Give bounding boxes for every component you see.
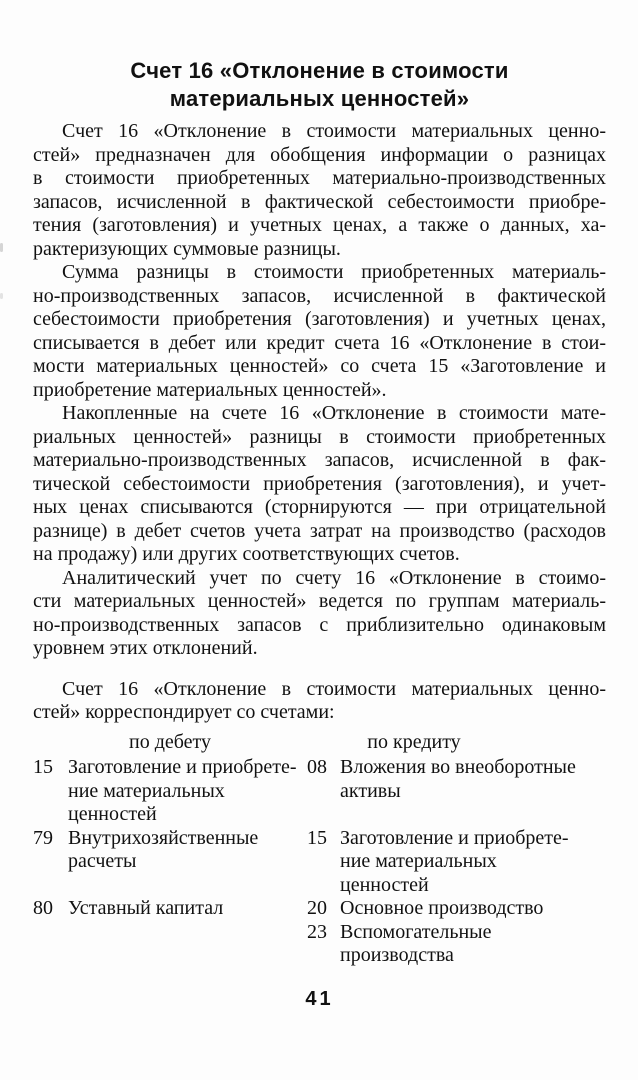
account-number: 79	[33, 826, 53, 849]
debit-column-header: по дебету	[128, 730, 212, 753]
paragraph	[33, 567, 606, 661]
text-line: ценностей	[68, 803, 157, 825]
page-title-line-2: материальных ценностей»	[169, 86, 470, 111]
credit-cell	[307, 827, 606, 898]
text-line: сти материальных ценностей» ведется по группам материаль-	[33, 590, 606, 612]
account-number: 20	[307, 897, 327, 919]
scan-speck	[0, 243, 3, 252]
text-line: производства	[340, 944, 454, 966]
body-text	[33, 120, 606, 725]
account-title	[68, 897, 307, 921]
credit-column-header: по кредиту	[367, 730, 461, 753]
account-number: 23	[307, 920, 327, 943]
page-title-line-1: Счет 16 «Отклонение в стоимости	[130, 58, 509, 83]
text-line: Счет 16 «Отклонение в стоимости материальных ценно-	[62, 120, 606, 142]
text-line: ценностей	[340, 873, 429, 896]
account-number: 08	[307, 756, 327, 778]
debit-cell	[33, 756, 307, 827]
text-line: Аналитический учет по счету 16 «Отклонение в стоимо-	[62, 566, 606, 589]
account-title	[68, 756, 307, 827]
text-line: ние материальных	[68, 779, 225, 802]
text-line: уровнем этих отклонений.	[33, 637, 258, 659]
paragraph	[33, 678, 606, 725]
page-title	[33, 57, 606, 113]
text-line: стей» предназначен для обобщения информации о разницах	[33, 143, 606, 166]
correspondence-table	[33, 731, 606, 968]
text-line: ных ценах списываются (сторнируются — при отрицательной	[33, 496, 606, 518]
text-line: тической себестоимости приобретения (заготовления), и учет-	[33, 472, 606, 495]
text-line: Накопленные на счете 16 «Отклонение в стоимости мате-	[62, 402, 606, 424]
text-line: Заготовление и приобрете-	[340, 826, 569, 849]
text-line: Счет 16 «Отклонение в стоимости материальных ценно-	[62, 677, 606, 700]
text-line: приобретение материальных ценностей».	[33, 378, 387, 401]
text-line: Сумма разницы в стоимости приобретенных материаль-	[62, 261, 606, 283]
text-line: себестоимости приобретения (заготовления) и учетных ценах,	[33, 308, 606, 330]
scan-speck	[0, 293, 3, 299]
text-line: в стоимости приобретенных материально-производственных	[33, 167, 606, 189]
credit-cell	[307, 897, 606, 921]
text-line: разнице) в дебет счетов учета затрат на производство (расходов	[33, 519, 606, 542]
account-title	[68, 827, 307, 874]
text-line: активы	[340, 779, 401, 802]
credit-cell	[307, 921, 606, 968]
text-line: расчеты	[68, 850, 137, 872]
page-number: 41	[305, 987, 334, 1010]
table-header-row	[33, 731, 606, 755]
account-title	[340, 827, 606, 898]
text-line: ние материальных	[340, 850, 497, 872]
text-line: Вложения во внеоборотные	[340, 756, 576, 778]
text-line: Основное производство	[340, 897, 544, 919]
text-line: рактеризующих суммовые разницы.	[33, 237, 341, 260]
table-row	[33, 921, 606, 968]
text-line: тения (заготовления) и учетных ценах, а также о данных, ха-	[33, 214, 606, 236]
paragraph	[33, 120, 606, 261]
credit-cell	[307, 756, 606, 803]
paragraph	[33, 261, 606, 402]
text-line: мости материальных ценностей» со счета 15 «Заготовление и	[33, 355, 606, 377]
table-row	[33, 756, 606, 827]
debit-cell	[33, 827, 307, 874]
account-number: 15	[307, 826, 327, 849]
table-row	[33, 827, 606, 898]
paragraph	[33, 402, 606, 567]
text-line: Заготовление и приобрете-	[68, 756, 297, 778]
account-number: 80	[33, 897, 53, 919]
text-line: материально-производственных запасов, исчисленной в фак-	[33, 449, 606, 471]
text-line: на продажу) или других соответствующих счетов.	[33, 543, 460, 565]
text-line: Внутрихозяйственные	[68, 826, 259, 849]
account-number: 15	[33, 756, 53, 778]
debit-cell	[33, 897, 307, 921]
table-rows	[33, 756, 606, 968]
text-line: риальных ценностей» разницы в стоимости приобретенных	[33, 425, 606, 448]
account-title	[340, 756, 606, 803]
account-title	[340, 921, 606, 968]
table-row	[33, 897, 606, 921]
text-line: Вспомогательные	[340, 920, 492, 943]
text-line: но-производственных запасов с приблизительно одинаковым	[33, 613, 606, 636]
text-line: но-производственных запасов, исчисленной в фактической	[33, 284, 606, 307]
text-line: списывается в дебет или кредит счета 16 «Отклонение в стои-	[33, 331, 606, 354]
account-title	[340, 897, 606, 921]
text-line: стей» корреспондирует со счетами:	[33, 701, 335, 723]
text-line: Уставный капитал	[68, 897, 224, 919]
text-line: запасов, исчисленной в фактической себестоимости приобре-	[33, 190, 606, 213]
